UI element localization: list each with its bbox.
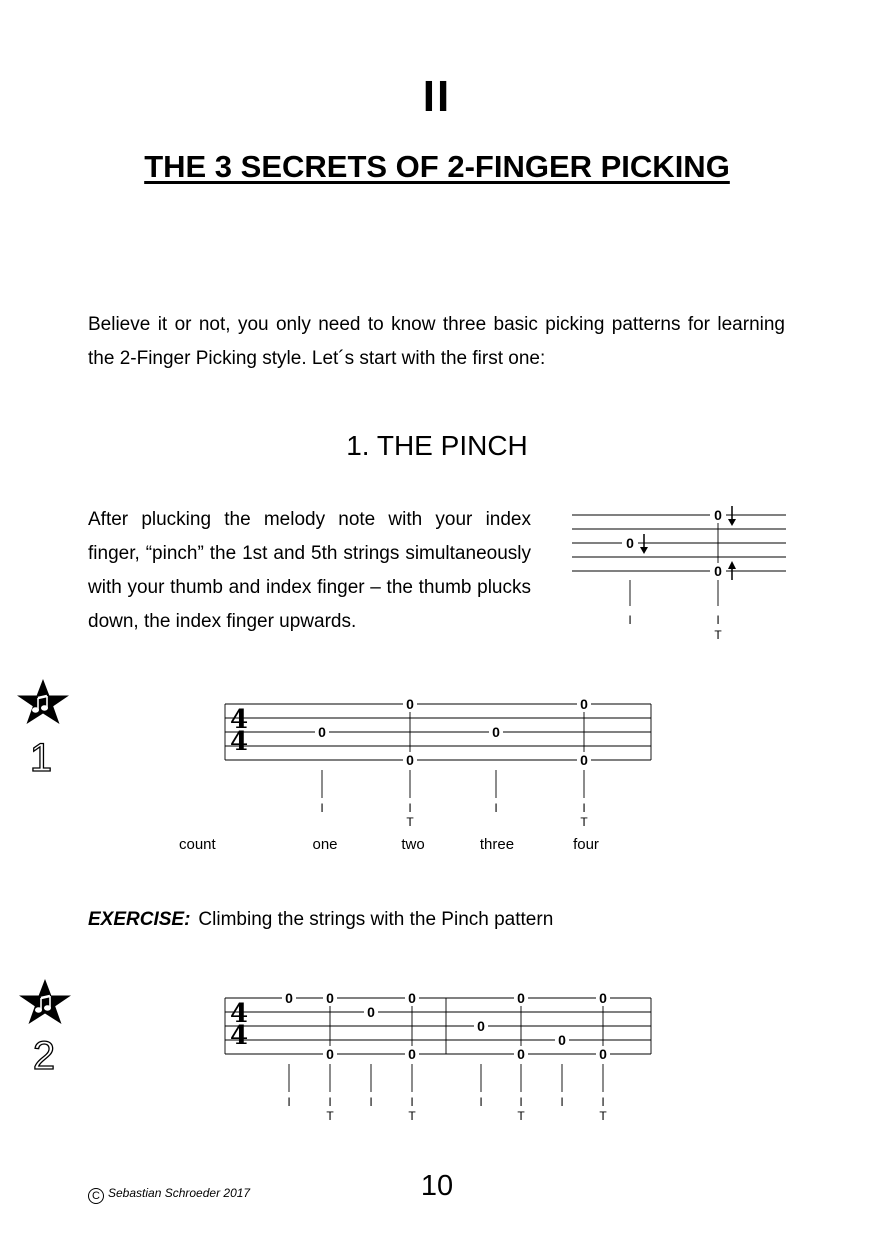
finger-label: I [408, 801, 412, 815]
fret-number: 0 [580, 696, 588, 712]
fret-number: 0 [318, 724, 326, 740]
count-beat: four [573, 836, 599, 853]
finger-label: I [601, 1095, 605, 1109]
fret-number: 0 [408, 990, 416, 1006]
fret-number: 0 [326, 990, 334, 1006]
track-number: 1 [29, 736, 53, 776]
section-paragraph: After plucking the melody note with your index finger, “pinch” the 1st and 5th strings simultaneously with your thumb and index finger – the thumb plucks down, the index finger upwards. [88, 509, 531, 632]
fret-number: 0 [408, 1046, 416, 1062]
copyright-icon: C [88, 1188, 104, 1204]
diagram-fret-thumb: 0 [714, 563, 722, 579]
copyright-text: Sebastian Schroeder 2017 [108, 1186, 251, 1200]
finger-label: I [479, 1095, 483, 1109]
arrow-up-icon [728, 561, 736, 580]
arrow-down-icon [640, 534, 648, 554]
time-signature-top: 4 [229, 999, 249, 1029]
star-icon [19, 979, 71, 1024]
finger-label: T [599, 1109, 607, 1123]
count-beat: two [401, 836, 425, 853]
count-beat: one [312, 836, 338, 853]
exercise-text: Climbing the strings with the Pinch pattern [198, 909, 554, 930]
diagram-fret-index: 0 [714, 507, 722, 523]
finger-label: I [328, 1095, 332, 1109]
finger-label: I [287, 1095, 291, 1109]
fret-number: 0 [517, 1046, 525, 1062]
finger-label: I [519, 1095, 523, 1109]
finger-label: T [714, 628, 722, 642]
track-badge [14, 676, 74, 776]
finger-label: T [408, 1109, 416, 1123]
finger-label: T [406, 815, 414, 829]
finger-label: T [326, 1109, 334, 1123]
time-signature-top: 4 [229, 705, 249, 735]
pinch-diagram [568, 500, 788, 645]
fret-number: 0 [285, 990, 293, 1006]
tab-staff-1 [220, 694, 656, 834]
page-title: THE 3 SECRETS OF 2-FINGER PICKING [144, 149, 730, 184]
fret-number: 0 [599, 1046, 607, 1062]
count-beat: three [479, 836, 515, 853]
track-number: 2 [32, 1034, 56, 1076]
diagram-fret-melody: 0 [626, 535, 634, 551]
fret-number: 0 [517, 990, 525, 1006]
finger-label: I [582, 801, 586, 815]
finger-label: I [494, 801, 498, 815]
exercise-line [88, 909, 553, 931]
fret-number: 0 [367, 1004, 375, 1020]
finger-label: I [320, 801, 324, 815]
time-signature-bottom: 4 [229, 727, 249, 757]
exercise-label: EXERCISE: [88, 909, 191, 930]
tab-staff-2 [220, 988, 656, 1128]
page-number: 10 [420, 1170, 454, 1202]
chapter-number: II [422, 72, 452, 121]
finger-label: T [517, 1109, 525, 1123]
finger-label: I [410, 1095, 414, 1109]
star-icon [17, 679, 69, 724]
fret-number: 0 [406, 696, 414, 712]
fret-number: 0 [599, 990, 607, 1006]
fret-number: 0 [492, 724, 500, 740]
finger-label: I [560, 1095, 564, 1109]
fret-number: 0 [406, 752, 414, 768]
fret-number: 0 [326, 1046, 334, 1062]
track-badge [14, 976, 74, 1076]
finger-label: I [716, 613, 720, 627]
finger-label: T [580, 815, 588, 829]
time-signature-bottom: 4 [229, 1021, 249, 1051]
fret-number: 0 [558, 1032, 566, 1048]
finger-label: I [628, 613, 632, 627]
finger-label: I [369, 1095, 373, 1109]
section-heading: 1. THE PINCH [346, 430, 528, 461]
fret-number: 0 [477, 1018, 485, 1034]
arrow-down-icon [728, 506, 736, 526]
fret-number: 0 [580, 752, 588, 768]
count-label: count [179, 836, 216, 853]
intro-paragraph: Believe it or not, you only need to know three basic picking patterns for learning the 2-Finger Picking style. Let´s start with the first one: [88, 314, 785, 369]
